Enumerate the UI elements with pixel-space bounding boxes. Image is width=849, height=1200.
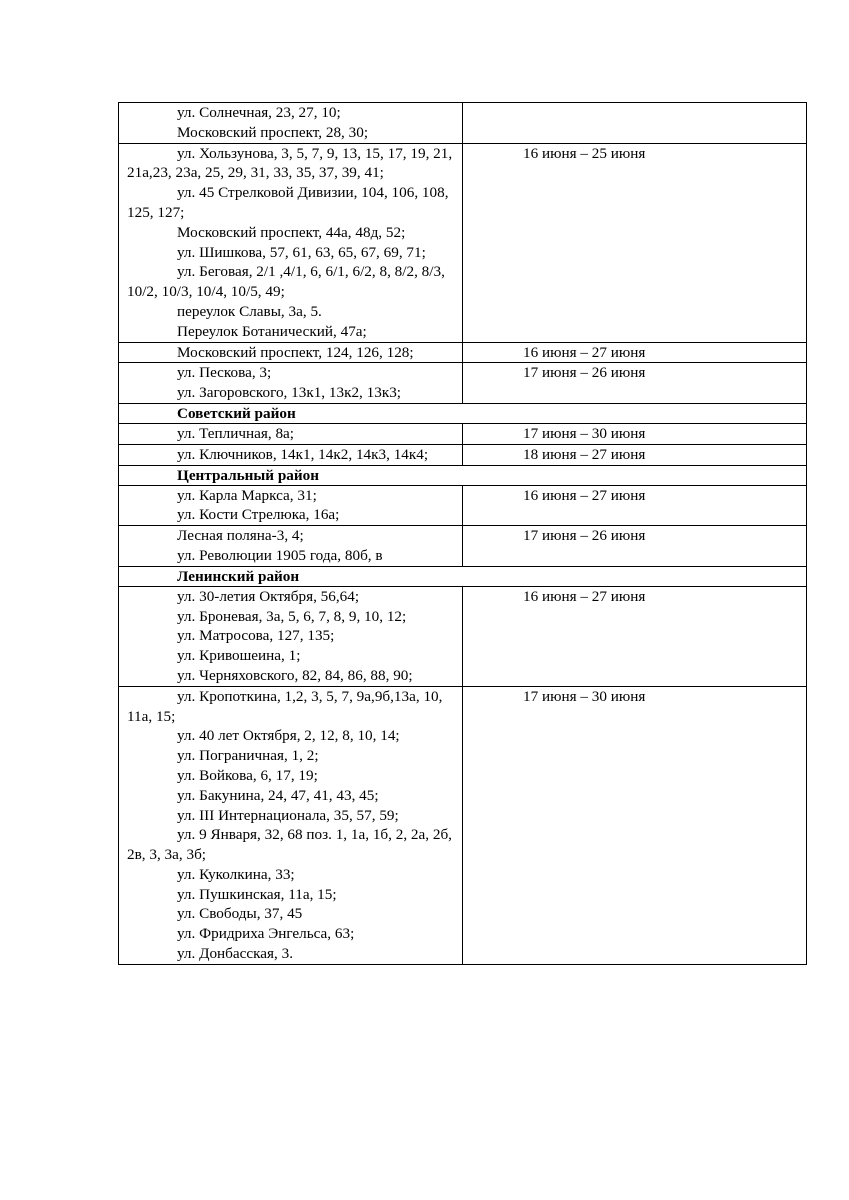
period-cell: 17 июня – 26 июня [463,526,807,567]
period-cell: 17 июня – 30 июня [463,423,807,444]
table-row [119,686,807,964]
period-cell: 17 июня – 26 июня [463,363,807,404]
address-line: Московский проспект, 28, 30; [177,123,369,141]
table-row [119,342,807,363]
address-line: ул. Пескова, 3; [177,364,272,382]
address-line: ул. Донбасская, 3. [177,945,293,963]
period-cell: 16 июня – 27 июня [463,586,807,686]
address-line: ул. Революции 1905 года, 80б, в [177,546,383,564]
period-cell [463,103,807,144]
address-line: ул. Пограничная, 1, 2; [177,747,319,765]
address-line: ул. Тепличная, 8а; [177,424,295,442]
address-line: ул. Фридриха Энгельса, 63; [177,925,355,943]
address-line: ул. 40 лет Октября, 2, 12, 8, 10, 14; [177,727,400,745]
period-cell: 16 июня – 27 июня [463,342,807,363]
table-row [119,103,807,144]
address-line: ул. 9 Января, 32, 68 поз. 1, 1а, 1б, 2, 2а, 2б, 2в, 3, 3а, 3б; [127,826,452,864]
address-cell [119,342,463,363]
address-line: ул. 45 Стрелковой Дивизии, 104, 106, 108, 125, 127; [127,184,449,221]
address-line: Лесная поляна-3, 4; [177,527,304,545]
schedule-table [118,102,807,965]
address-line: ул. Черняховского, 82, 84, 86, 88, 90; [177,666,413,684]
district-name: Центральный район [119,465,807,485]
address-cell [119,485,463,526]
address-line: ул. Беговая, 2/1 ,4/1, 6, 6/1, 6/2, 8, 8/2, 8/3, 10/2, 10/3, 10/4, 10/5, 49; [127,263,445,301]
address-line: ул. III Интернационала, 35, 57, 59; [177,806,399,824]
address-line: ул. Бакунина, 24, 47, 41, 43, 45; [177,786,379,804]
address-cell [119,686,463,964]
address-line: ул. Шишкова, 57, 61, 63, 65, 67, 69, 71; [177,243,426,261]
district-header-row [119,403,807,423]
address-cell [119,586,463,686]
address-line: ул. Войкова, 6, 17, 19; [177,766,318,784]
address-line: ул. Хользунова, 3, 5, 7, 9, 13, 15, 17, 19, 21, 21а,23, 23а, 25, 29, 31, 33, 35, 37, 39, 41; [127,144,453,182]
address-cell [119,423,463,444]
address-line: ул. Пушкинская, 11а, 15; [177,885,337,903]
address-cell [119,143,463,342]
address-line: ул. Матросова, 127, 135; [177,627,335,645]
address-cell [119,363,463,404]
address-line: ул. Загоровского, 13к1, 13к2, 13к3; [177,384,402,402]
address-line: ул. Карла Маркса, 31; [177,486,317,504]
address-line: ул. Кости Стрелюка, 16а; [177,506,340,524]
period-cell: 16 июня – 25 июня [463,143,807,342]
address-line: ул. 30-летия Октября, 56,64; [177,587,360,605]
period-cell: 17 июня – 30 июня [463,686,807,964]
address-line: Московский проспект, 124, 126, 128; [177,343,414,361]
address-cell [119,526,463,567]
address-cell [119,444,463,465]
table-row [119,363,807,404]
address-line: ул. Свободы, 37, 45 [177,905,303,923]
table-row [119,444,807,465]
table-row [119,586,807,686]
schedule-table-body [119,103,807,965]
table-row [119,423,807,444]
table-row [119,526,807,567]
address-line: ул. Кривошеина, 1; [177,647,301,665]
period-cell: 16 июня – 27 июня [463,485,807,526]
table-row [119,485,807,526]
period-cell: 18 июня – 27 июня [463,444,807,465]
district-name: Ленинский район [119,566,807,586]
address-line: переулок Славы, 3а, 5. [177,302,322,320]
district-header-row [119,465,807,485]
address-line: ул. Кропоткина, 1,2, 3, 5, 7, 9а,9б,13а, 10, 11а, 15; [127,687,443,725]
district-name: Советский район [119,403,807,423]
address-cell [119,103,463,144]
address-line: ул. Солнечная, 23, 27, 10; [177,104,341,121]
address-line: ул. Ключников, 14к1, 14к2, 14к3, 14к4; [177,445,429,463]
district-header-row [119,566,807,586]
address-line: Московский проспект, 44а, 48д, 52; [177,223,406,241]
address-line: Переулок Ботанический, 47а; [177,322,367,340]
address-line: ул. Броневая, 3а, 5, 6, 7, 8, 9, 10, 12; [177,607,407,625]
table-row [119,143,807,342]
address-line: ул. Куколкина, 33; [177,865,295,883]
